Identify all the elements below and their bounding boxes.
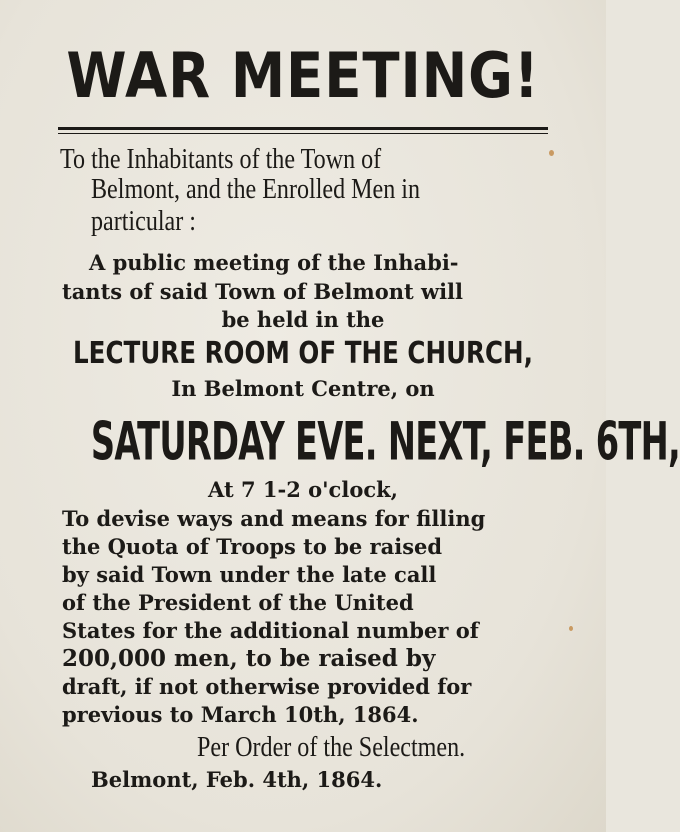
venue: LECTURE ROOM OF THE CHURCH, [73,336,533,371]
purpose-line-2: the Quota of Troops to be raised [62,534,443,559]
poster-title: WAR MEETING! [66,39,540,112]
address-line-3: particular : [91,206,196,237]
purpose-line-3: by said Town under the late call [62,562,437,587]
purpose-line-4: of the President of the United [62,590,414,615]
purpose-line-8: previous to March 10th, 1864. [62,702,419,727]
meeting-date: SATURDAY EVE. NEXT, FEB. 6TH, [90,411,680,473]
announcement-line-2: tants of said Town of Belmont will [62,279,463,304]
address-line-1: To the Inhabitants of the Town of [60,144,382,175]
meeting-time: At 7 1-2 o'clock, [208,477,398,502]
purpose-line-7: draft, if not otherwise provided for [62,674,472,699]
selectmen-order: Per Order of the Selectmen. [197,732,466,763]
purpose-line-6: 200,000 men, to be raised by [62,645,436,672]
dateline: Belmont, Feb. 4th, 1864. [91,767,383,792]
paper-stain [569,626,573,631]
address-line-2: Belmont, and the Enrolled Men in [91,174,421,205]
title-rule-thin [58,133,548,134]
purpose-line-5: States for the additional number of [62,618,479,643]
paper-stain [549,150,554,156]
title-rule-thick [58,127,548,130]
location: In Belmont Centre, on [171,376,435,401]
announcement-line-3: be held in the [221,307,385,332]
purpose-line-1: To devise ways and means for filling [62,506,486,531]
announcement-line-1: A public meeting of the Inhabi- [89,250,459,275]
